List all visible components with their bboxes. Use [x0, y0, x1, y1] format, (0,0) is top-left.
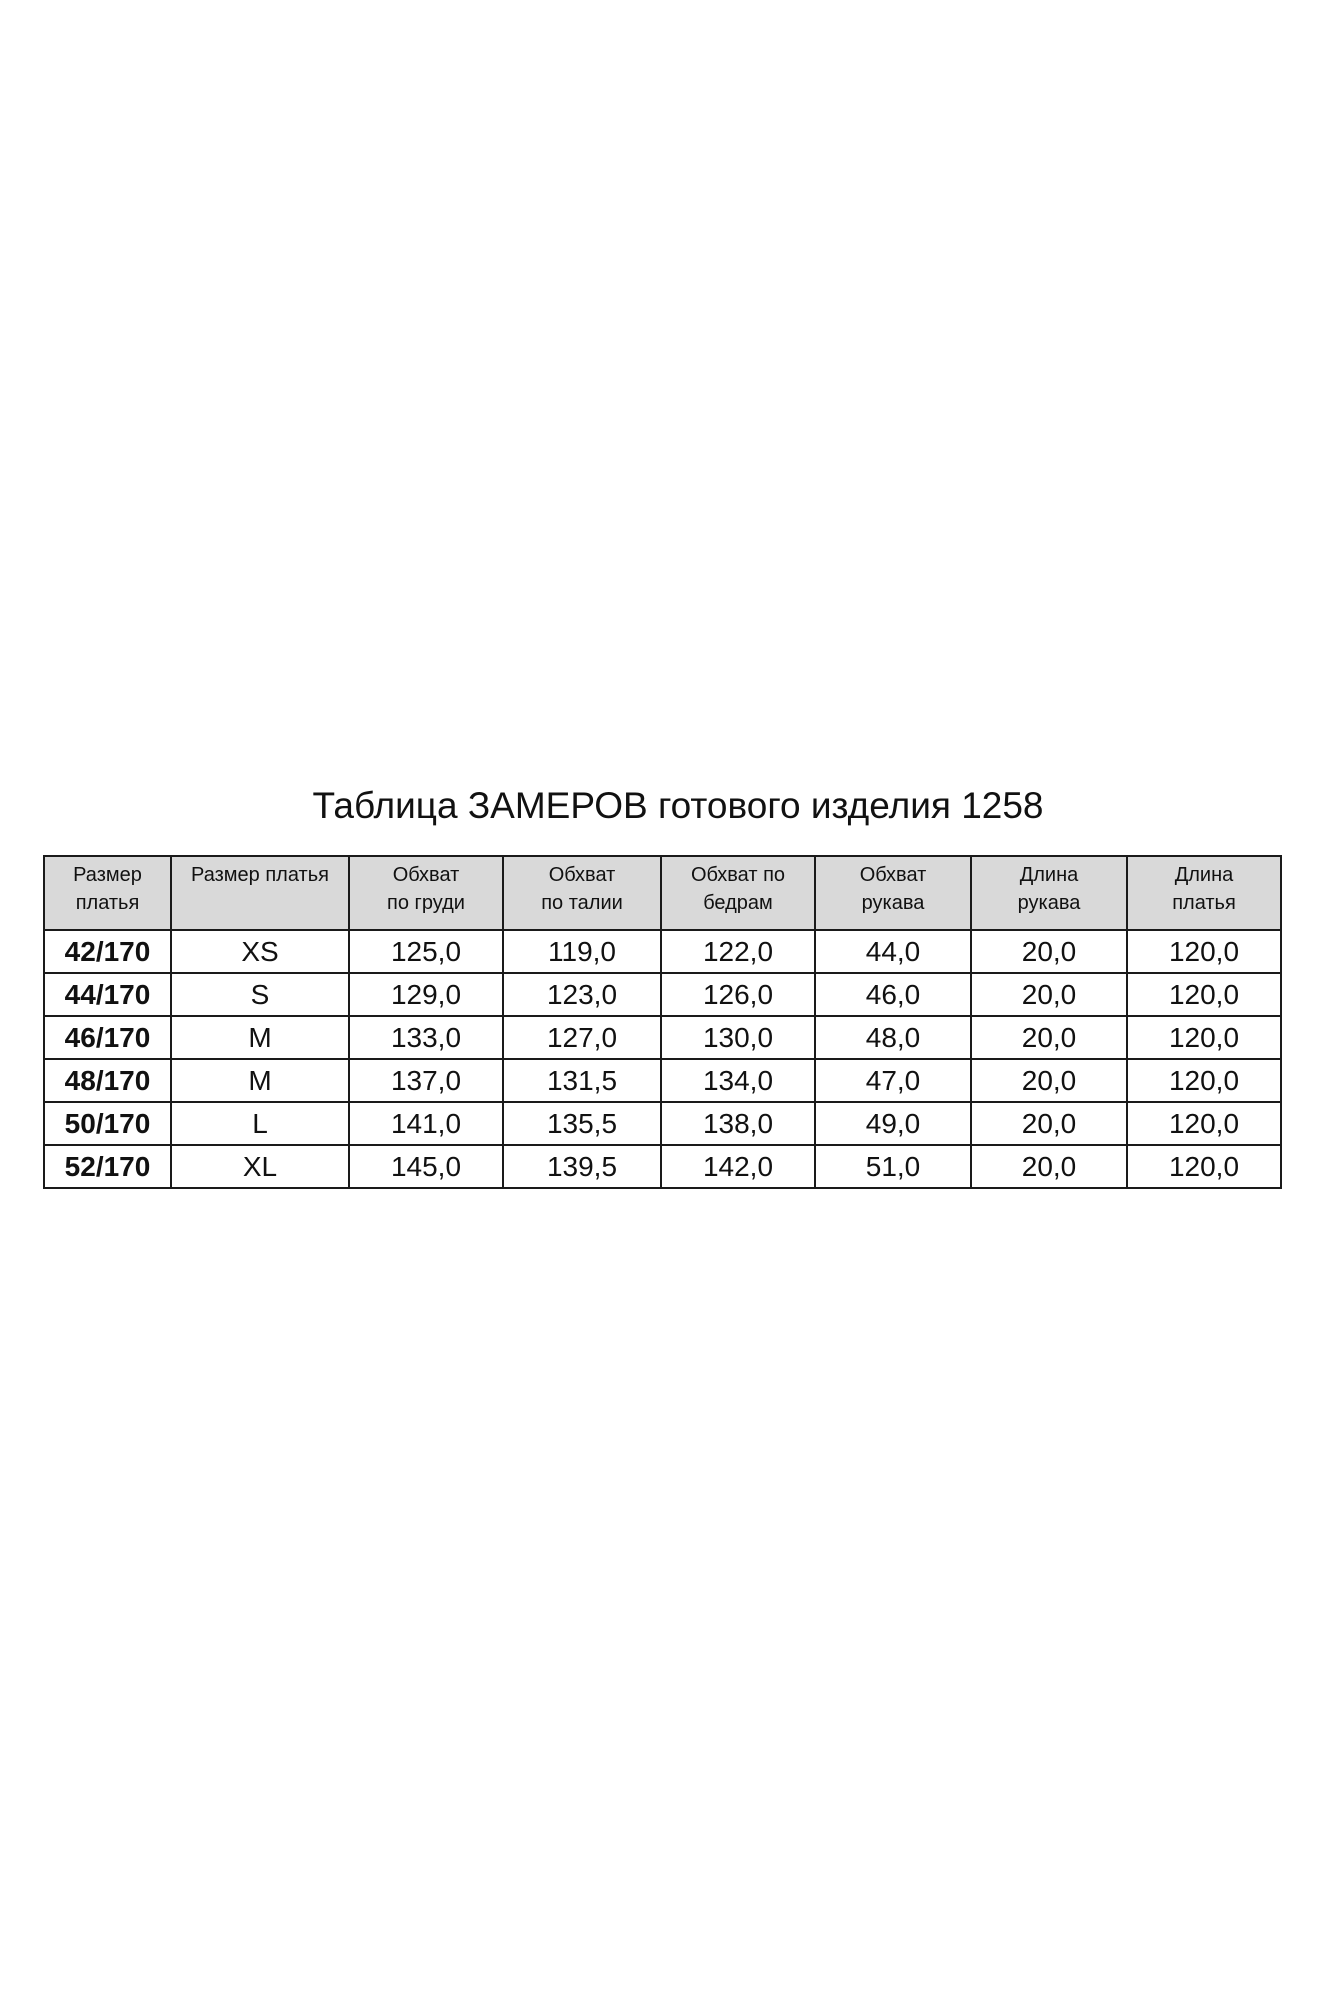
header-line: Длина: [1019, 864, 1079, 886]
header-cell-sleeve-girth: [815, 856, 971, 930]
letter-size-cell: XL: [171, 1145, 349, 1188]
measurements-table: [43, 855, 1282, 1189]
hips-cell: 122,0: [661, 930, 815, 973]
letter-size-cell: S: [171, 973, 349, 1016]
sleeve-length-cell: 20,0: [971, 973, 1127, 1016]
hips-cell: 142,0: [661, 1145, 815, 1188]
waist-cell: 135,5: [503, 1102, 661, 1145]
table-row: [44, 1102, 1281, 1145]
table-row: [44, 1059, 1281, 1102]
sleeve-length-cell: 20,0: [971, 1145, 1127, 1188]
header-line: бедрам: [703, 892, 773, 914]
header-line: по талии: [541, 892, 623, 914]
header-cell-waist: [503, 856, 661, 930]
dress-length-cell: 120,0: [1127, 1145, 1281, 1188]
header-cell-sleeve-length: [971, 856, 1127, 930]
header-cell-letter-size: [171, 856, 349, 930]
sleeve-length-cell: 20,0: [971, 1059, 1127, 1102]
sleeve-girth-cell: 49,0: [815, 1102, 971, 1145]
sleeve-girth-cell: 46,0: [815, 973, 971, 1016]
table-row: [44, 973, 1281, 1016]
header-line: платья: [75, 892, 140, 914]
sleeve-girth-cell: 48,0: [815, 1016, 971, 1059]
sleeve-length-cell: 20,0: [971, 1016, 1127, 1059]
header-line: Обхват: [548, 864, 616, 886]
size-cell: 46/170: [44, 1016, 171, 1059]
table-row: [44, 930, 1281, 973]
header-line: рукава: [1017, 892, 1081, 914]
waist-cell: 123,0: [503, 973, 661, 1016]
hips-cell: 126,0: [661, 973, 815, 1016]
page-title: Таблица ЗАМЕРОВ готового изделия 1258: [312, 785, 1044, 826]
chest-cell: 129,0: [349, 973, 503, 1016]
hips-cell: 138,0: [661, 1102, 815, 1145]
size-cell: 52/170: [44, 1145, 171, 1188]
header-cell-dress-length: [1127, 856, 1281, 930]
table-row: [44, 1145, 1281, 1188]
chest-cell: 141,0: [349, 1102, 503, 1145]
table-header: [44, 856, 1281, 930]
chest-cell: 125,0: [349, 930, 503, 973]
letter-size-cell: M: [171, 1059, 349, 1102]
size-cell: 50/170: [44, 1102, 171, 1145]
dress-length-cell: 120,0: [1127, 973, 1281, 1016]
dress-length-cell: 120,0: [1127, 930, 1281, 973]
header-line: платья: [1172, 892, 1236, 914]
dress-length-cell: 120,0: [1127, 1016, 1281, 1059]
waist-cell: 119,0: [503, 930, 661, 973]
waist-cell: 139,5: [503, 1145, 661, 1188]
chest-cell: 145,0: [349, 1145, 503, 1188]
letter-size-cell: XS: [171, 930, 349, 973]
sleeve-girth-cell: 47,0: [815, 1059, 971, 1102]
header-line: Обхват по: [690, 864, 786, 886]
waist-cell: 131,5: [503, 1059, 661, 1102]
chest-cell: 133,0: [349, 1016, 503, 1059]
header-line: Обхват: [392, 864, 460, 886]
sleeve-girth-cell: 44,0: [815, 930, 971, 973]
table-row: [44, 1016, 1281, 1059]
sleeve-length-cell: 20,0: [971, 1102, 1127, 1145]
size-cell: 42/170: [44, 930, 171, 973]
header-line: рукава: [861, 892, 925, 914]
header-line: Длина: [1174, 864, 1234, 886]
header-row: [44, 856, 1281, 930]
measurements-table-container: [43, 855, 1280, 1189]
header-line: Обхват: [859, 864, 927, 886]
table-body: [44, 930, 1281, 1188]
header-line: Размер: [73, 864, 142, 886]
dress-length-cell: 120,0: [1127, 1059, 1281, 1102]
header-cell-size: [44, 856, 171, 930]
header-cell-chest: [349, 856, 503, 930]
size-cell: 48/170: [44, 1059, 171, 1102]
hips-cell: 134,0: [661, 1059, 815, 1102]
letter-size-cell: L: [171, 1102, 349, 1145]
letter-size-cell: M: [171, 1016, 349, 1059]
header-cell-hips: [661, 856, 815, 930]
hips-cell: 130,0: [661, 1016, 815, 1059]
waist-cell: 127,0: [503, 1016, 661, 1059]
header-line: Размер платья: [191, 864, 329, 886]
chest-cell: 137,0: [349, 1059, 503, 1102]
sleeve-girth-cell: 51,0: [815, 1145, 971, 1188]
dress-length-cell: 120,0: [1127, 1102, 1281, 1145]
header-line: по груди: [387, 892, 465, 914]
sleeve-length-cell: 20,0: [971, 930, 1127, 973]
size-cell: 44/170: [44, 973, 171, 1016]
